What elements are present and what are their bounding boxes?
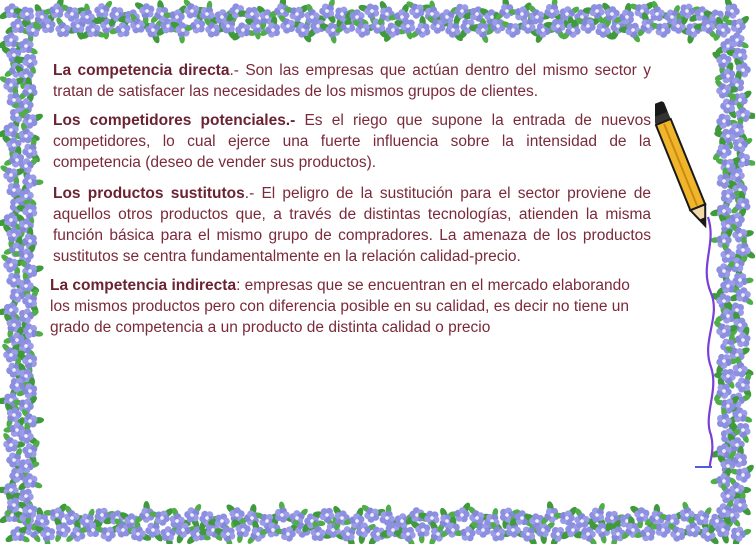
definition-competencia-indirecta: : empresas que se encuentran en el mercado elaborando los mismos productos pero con diferencia posible en su calidad, es decir no tiene un grado de competencia a un producto de distinta calidad o precio	[50, 277, 630, 336]
term-competencia-directa: La competencia directa	[53, 62, 230, 79]
pencil-icon	[655, 95, 725, 480]
paragraph-competencia-directa	[53, 60, 651, 102]
term-competencia-indirecta: La competencia indirecta	[50, 277, 237, 294]
paragraph-competencia-indirecta	[50, 275, 652, 338]
term-competidores-potenciales: Los competidores potenciales.-	[53, 112, 296, 129]
definition-competencia-directa: .- Son las empresas que actúan dentro del mismo sector y tratan de satisfacer las necesidades de los mismos grupos de clientes.	[53, 62, 651, 100]
definition-competidores-potenciales: Es el riego que supone la entrada de nuevos competidores, lo cual ejerce una fuerte influencia sobre la intensidad de la competencia (deseo de vender sus productos).	[53, 112, 651, 171]
definition-productos-sustitutos: .- El peligro de la sustitución para el sector proviene de aquellos otros productos que, a través de distintas tecnologías, atienden la misma función básica para el mismo grupo de compradores. La amenaza de los productos sustitutos se centra fundamentalmente en la relación calidad-precio.	[53, 185, 652, 265]
paragraph-productos-sustitutos	[53, 183, 651, 267]
term-productos-sustitutos: Los productos sustitutos	[53, 185, 245, 202]
paragraph-competidores-potenciales	[53, 110, 651, 173]
